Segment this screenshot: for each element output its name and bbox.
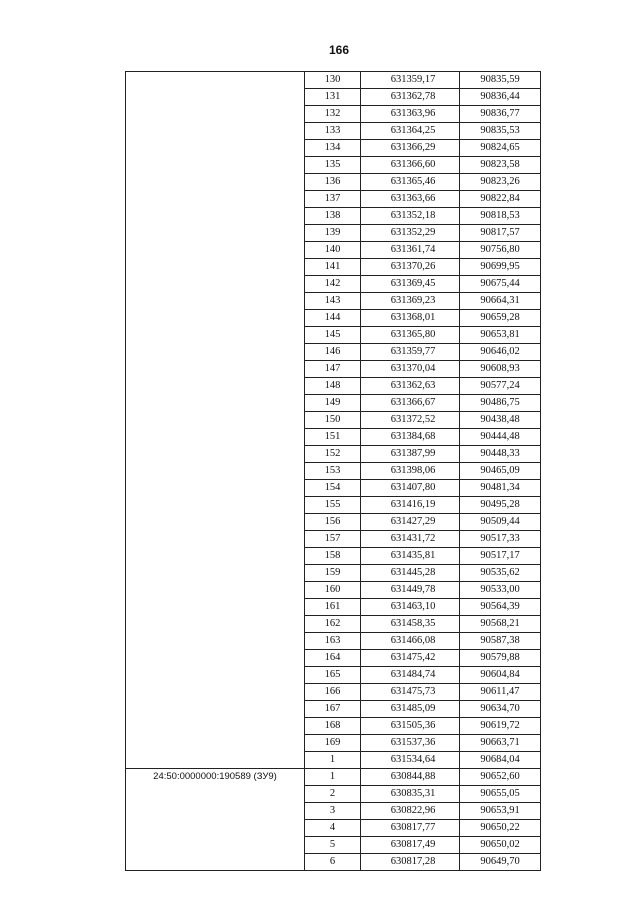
y-coordinate-cell: 90649,70 <box>460 854 541 871</box>
y-coordinate-cell: 90634,70 <box>460 701 541 718</box>
y-coordinate-cell: 90699,95 <box>460 259 541 276</box>
point-number-cell: 133 <box>305 123 361 140</box>
point-number-cell: 165 <box>305 667 361 684</box>
point-number-cell: 156 <box>305 514 361 531</box>
point-number-cell: 131 <box>305 89 361 106</box>
x-coordinate-cell: 630817,49 <box>361 837 460 854</box>
point-number-cell: 2 <box>305 786 361 803</box>
point-number-cell: 139 <box>305 225 361 242</box>
y-coordinate-cell: 90835,53 <box>460 123 541 140</box>
y-coordinate-cell: 90653,91 <box>460 803 541 820</box>
y-coordinate-cell: 90652,60 <box>460 769 541 786</box>
y-coordinate-cell: 90823,26 <box>460 174 541 191</box>
x-coordinate-cell: 631384,68 <box>361 429 460 446</box>
y-coordinate-cell: 90568,21 <box>460 616 541 633</box>
x-coordinate-cell: 631366,67 <box>361 395 460 412</box>
y-coordinate-cell: 90486,75 <box>460 395 541 412</box>
x-coordinate-cell: 631463,10 <box>361 599 460 616</box>
point-number-cell: 4 <box>305 820 361 837</box>
y-coordinate-cell: 90659,28 <box>460 310 541 327</box>
x-coordinate-cell: 631458,35 <box>361 616 460 633</box>
parcel-id-cell: 24:50:0000000:190589 (ЗУ9) <box>126 769 305 871</box>
point-number-cell: 166 <box>305 684 361 701</box>
y-coordinate-cell: 90438,48 <box>460 412 541 429</box>
point-number-cell: 155 <box>305 497 361 514</box>
x-coordinate-cell: 631534,64 <box>361 752 460 769</box>
x-coordinate-cell: 631365,46 <box>361 174 460 191</box>
x-coordinate-cell: 631362,78 <box>361 89 460 106</box>
x-coordinate-cell: 631365,80 <box>361 327 460 344</box>
point-number-cell: 160 <box>305 582 361 599</box>
y-coordinate-cell: 90655,05 <box>460 786 541 803</box>
x-coordinate-cell: 631359,17 <box>361 72 460 89</box>
y-coordinate-cell: 90465,09 <box>460 463 541 480</box>
point-number-cell: 144 <box>305 310 361 327</box>
x-coordinate-cell: 630817,28 <box>361 854 460 871</box>
y-coordinate-cell: 90817,57 <box>460 225 541 242</box>
y-coordinate-cell: 90675,44 <box>460 276 541 293</box>
x-coordinate-cell: 631366,29 <box>361 140 460 157</box>
x-coordinate-cell: 631359,77 <box>361 344 460 361</box>
x-coordinate-cell: 631363,66 <box>361 191 460 208</box>
y-coordinate-cell: 90608,93 <box>460 361 541 378</box>
point-number-cell: 141 <box>305 259 361 276</box>
point-number-cell: 138 <box>305 208 361 225</box>
y-coordinate-cell: 90495,28 <box>460 497 541 514</box>
x-coordinate-cell: 631466,08 <box>361 633 460 650</box>
point-number-cell: 130 <box>305 72 361 89</box>
x-coordinate-cell: 631361,74 <box>361 242 460 259</box>
point-number-cell: 142 <box>305 276 361 293</box>
point-number-cell: 143 <box>305 293 361 310</box>
y-coordinate-cell: 90663,71 <box>460 735 541 752</box>
point-number-cell: 167 <box>305 701 361 718</box>
point-number-cell: 164 <box>305 650 361 667</box>
y-coordinate-cell: 90448,33 <box>460 446 541 463</box>
point-number-cell: 168 <box>305 718 361 735</box>
y-coordinate-cell: 90823,58 <box>460 157 541 174</box>
y-coordinate-cell: 90517,17 <box>460 548 541 565</box>
point-number-cell: 6 <box>305 854 361 871</box>
y-coordinate-cell: 90604,84 <box>460 667 541 684</box>
point-number-cell: 159 <box>305 565 361 582</box>
page-number: 166 <box>328 43 350 57</box>
table-row <box>126 72 541 89</box>
y-coordinate-cell: 90619,72 <box>460 718 541 735</box>
point-number-cell: 137 <box>305 191 361 208</box>
coordinates-table-body <box>126 72 541 871</box>
y-coordinate-cell: 90509,44 <box>460 514 541 531</box>
y-coordinate-cell: 90836,44 <box>460 89 541 106</box>
parcel-id-cell <box>126 72 305 769</box>
y-coordinate-cell: 90653,81 <box>460 327 541 344</box>
x-coordinate-cell: 631505,36 <box>361 718 460 735</box>
x-coordinate-cell: 630817,77 <box>361 820 460 837</box>
point-number-cell: 163 <box>305 633 361 650</box>
point-number-cell: 1 <box>305 752 361 769</box>
y-coordinate-cell: 90564,39 <box>460 599 541 616</box>
point-number-cell: 158 <box>305 548 361 565</box>
x-coordinate-cell: 631352,29 <box>361 225 460 242</box>
point-number-cell: 5 <box>305 837 361 854</box>
x-coordinate-cell: 631369,45 <box>361 276 460 293</box>
x-coordinate-cell: 631372,52 <box>361 412 460 429</box>
x-coordinate-cell: 631352,18 <box>361 208 460 225</box>
y-coordinate-cell: 90835,59 <box>460 72 541 89</box>
point-number-cell: 135 <box>305 157 361 174</box>
y-coordinate-cell: 90646,02 <box>460 344 541 361</box>
y-coordinate-cell: 90650,22 <box>460 820 541 837</box>
point-number-cell: 169 <box>305 735 361 752</box>
x-coordinate-cell: 631475,73 <box>361 684 460 701</box>
y-coordinate-cell: 90650,02 <box>460 837 541 854</box>
y-coordinate-cell: 90824,65 <box>460 140 541 157</box>
y-coordinate-cell: 90517,33 <box>460 531 541 548</box>
x-coordinate-cell: 630822,96 <box>361 803 460 820</box>
x-coordinate-cell: 631362,63 <box>361 378 460 395</box>
point-number-cell: 153 <box>305 463 361 480</box>
y-coordinate-cell: 90822,84 <box>460 191 541 208</box>
point-number-cell: 152 <box>305 446 361 463</box>
y-coordinate-cell: 90611,47 <box>460 684 541 701</box>
x-coordinate-cell: 631449,78 <box>361 582 460 599</box>
y-coordinate-cell: 90836,77 <box>460 106 541 123</box>
y-coordinate-cell: 90533,00 <box>460 582 541 599</box>
y-coordinate-cell: 90444,48 <box>460 429 541 446</box>
x-coordinate-cell: 631485,09 <box>361 701 460 718</box>
point-number-cell: 148 <box>305 378 361 395</box>
point-number-cell: 161 <box>305 599 361 616</box>
x-coordinate-cell: 631427,29 <box>361 514 460 531</box>
x-coordinate-cell: 631416,19 <box>361 497 460 514</box>
x-coordinate-cell: 631366,60 <box>361 157 460 174</box>
point-number-cell: 134 <box>305 140 361 157</box>
point-number-cell: 136 <box>305 174 361 191</box>
x-coordinate-cell: 631398,06 <box>361 463 460 480</box>
y-coordinate-cell: 90818,53 <box>460 208 541 225</box>
y-coordinate-cell: 90664,31 <box>460 293 541 310</box>
x-coordinate-cell: 631407,80 <box>361 480 460 497</box>
x-coordinate-cell: 631363,96 <box>361 106 460 123</box>
point-number-cell: 154 <box>305 480 361 497</box>
y-coordinate-cell: 90756,80 <box>460 242 541 259</box>
x-coordinate-cell: 631445,28 <box>361 565 460 582</box>
point-number-cell: 146 <box>305 344 361 361</box>
x-coordinate-cell: 631368,01 <box>361 310 460 327</box>
point-number-cell: 149 <box>305 395 361 412</box>
y-coordinate-cell: 90535,62 <box>460 565 541 582</box>
coordinates-table <box>125 71 541 871</box>
x-coordinate-cell: 631484,74 <box>361 667 460 684</box>
x-coordinate-cell: 631370,04 <box>361 361 460 378</box>
x-coordinate-cell: 630844,88 <box>361 769 460 786</box>
x-coordinate-cell: 631370,26 <box>361 259 460 276</box>
y-coordinate-cell: 90577,24 <box>460 378 541 395</box>
point-number-cell: 3 <box>305 803 361 820</box>
point-number-cell: 157 <box>305 531 361 548</box>
x-coordinate-cell: 631537,36 <box>361 735 460 752</box>
point-number-cell: 162 <box>305 616 361 633</box>
x-coordinate-cell: 631387,99 <box>361 446 460 463</box>
table-row <box>126 769 541 786</box>
point-number-cell: 145 <box>305 327 361 344</box>
y-coordinate-cell: 90481,34 <box>460 480 541 497</box>
point-number-cell: 150 <box>305 412 361 429</box>
point-number-cell: 1 <box>305 769 361 786</box>
y-coordinate-cell: 90579,88 <box>460 650 541 667</box>
point-number-cell: 132 <box>305 106 361 123</box>
y-coordinate-cell: 90684,04 <box>460 752 541 769</box>
x-coordinate-cell: 631475,42 <box>361 650 460 667</box>
x-coordinate-cell: 631431,72 <box>361 531 460 548</box>
point-number-cell: 151 <box>305 429 361 446</box>
x-coordinate-cell: 630835,31 <box>361 786 460 803</box>
point-number-cell: 140 <box>305 242 361 259</box>
x-coordinate-cell: 631369,23 <box>361 293 460 310</box>
x-coordinate-cell: 631364,25 <box>361 123 460 140</box>
y-coordinate-cell: 90587,38 <box>460 633 541 650</box>
x-coordinate-cell: 631435,81 <box>361 548 460 565</box>
point-number-cell: 147 <box>305 361 361 378</box>
